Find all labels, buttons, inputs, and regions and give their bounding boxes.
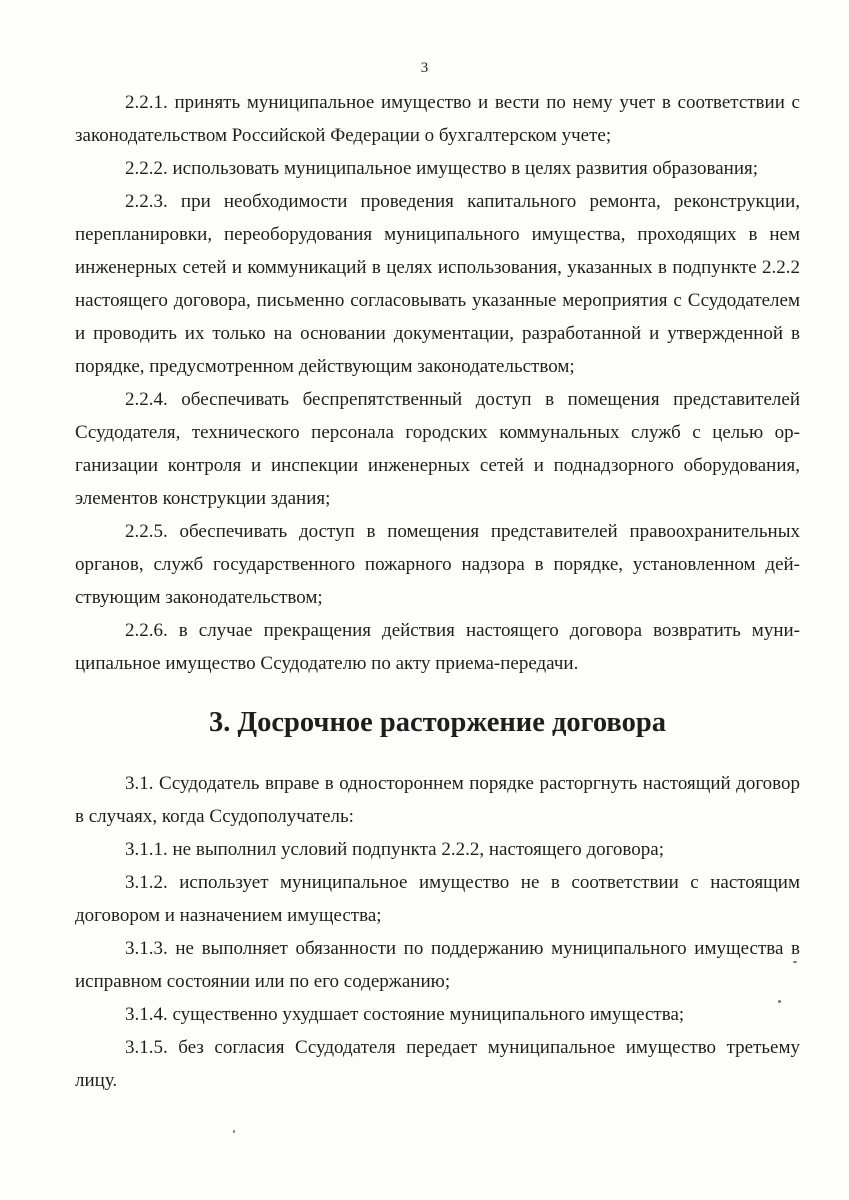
clause-2-2-5: 2.2.5. обеспечивать доступ в помещения представителей правоохранительных органов, служб государственного пожарного надзора в порядке, установленном действующим законодательством; xyxy=(75,521,800,608)
clause-3-1-1: 3.1.1. не выполнил условий подпункта 2.2.2, настоящего договора; xyxy=(125,839,664,860)
scan-speck xyxy=(778,1000,781,1003)
clause-3-1-4: 3.1.4. существенно ухудшает состояние муниципального имущества; xyxy=(125,1004,685,1025)
clause-2-2-4: 2.2.4. обеспечивать беспрепятственный доступ в помещения представителей Ссудодателя, технического персонала городских коммунальных служб с целью организации контроля и инспекции инженерных сетей и поднадзорного оборудования, элементов конструкции здания; xyxy=(75,389,800,509)
clause-3-1: 3.1. Ссудодатель вправе в одностороннем порядке расторгнуть настоящий договор в случаях, когда Ссудополучатель: xyxy=(75,773,800,827)
clause-2-2-6: 2.2.6. в случае прекращения действия настоящего договора возвратить муниципальное имущество Ссудодателю по акту приема-передачи. xyxy=(75,620,800,674)
clause-3-1-2: 3.1.2. использует муниципальное имущество не в соответствии с настоящим договором и назначением имущества; xyxy=(75,872,800,926)
page-number: 3 xyxy=(420,60,429,76)
clause-3-1-3: 3.1.3. не выполняет обязанности по поддержанию муниципального имущества в исправном состоянии или по его содержанию; xyxy=(75,938,800,992)
clause-2-2-1: 2.2.1. принять муниципальное имущество и вести по нему учет в соответствии с законодательством Российской Федерации о бухгалтерском учете; xyxy=(75,92,800,146)
clause-3-1-5: 3.1.5. без согласия Ссудодателя передает муниципальное имущество третьему лицу. xyxy=(75,1037,800,1091)
scan-speck xyxy=(233,1130,235,1133)
clause-2-2-2: 2.2.2. использовать муниципальное имущество в целях развития образования; xyxy=(125,158,759,179)
section-3-heading: 3. Досрочное расторжение договора xyxy=(209,707,666,738)
clause-2-2-3: 2.2.3. при необходимости проведения капитального ремонта, реконструкции, перепланировки, переоборудования муниципального имущества, проходящих в нем инженерных сетей и коммуникаций в целях использования, указанных в подпункте 2.2.2 настоящего договора, письменно согласовывать указанные мероприятия с Ссудодателем и проводить их только на основании документации, разработанной и утвержденной в порядке, предусмотренном действующим законодательством; xyxy=(75,191,800,377)
document-body xyxy=(75,86,800,1097)
scan-speck xyxy=(793,961,797,963)
